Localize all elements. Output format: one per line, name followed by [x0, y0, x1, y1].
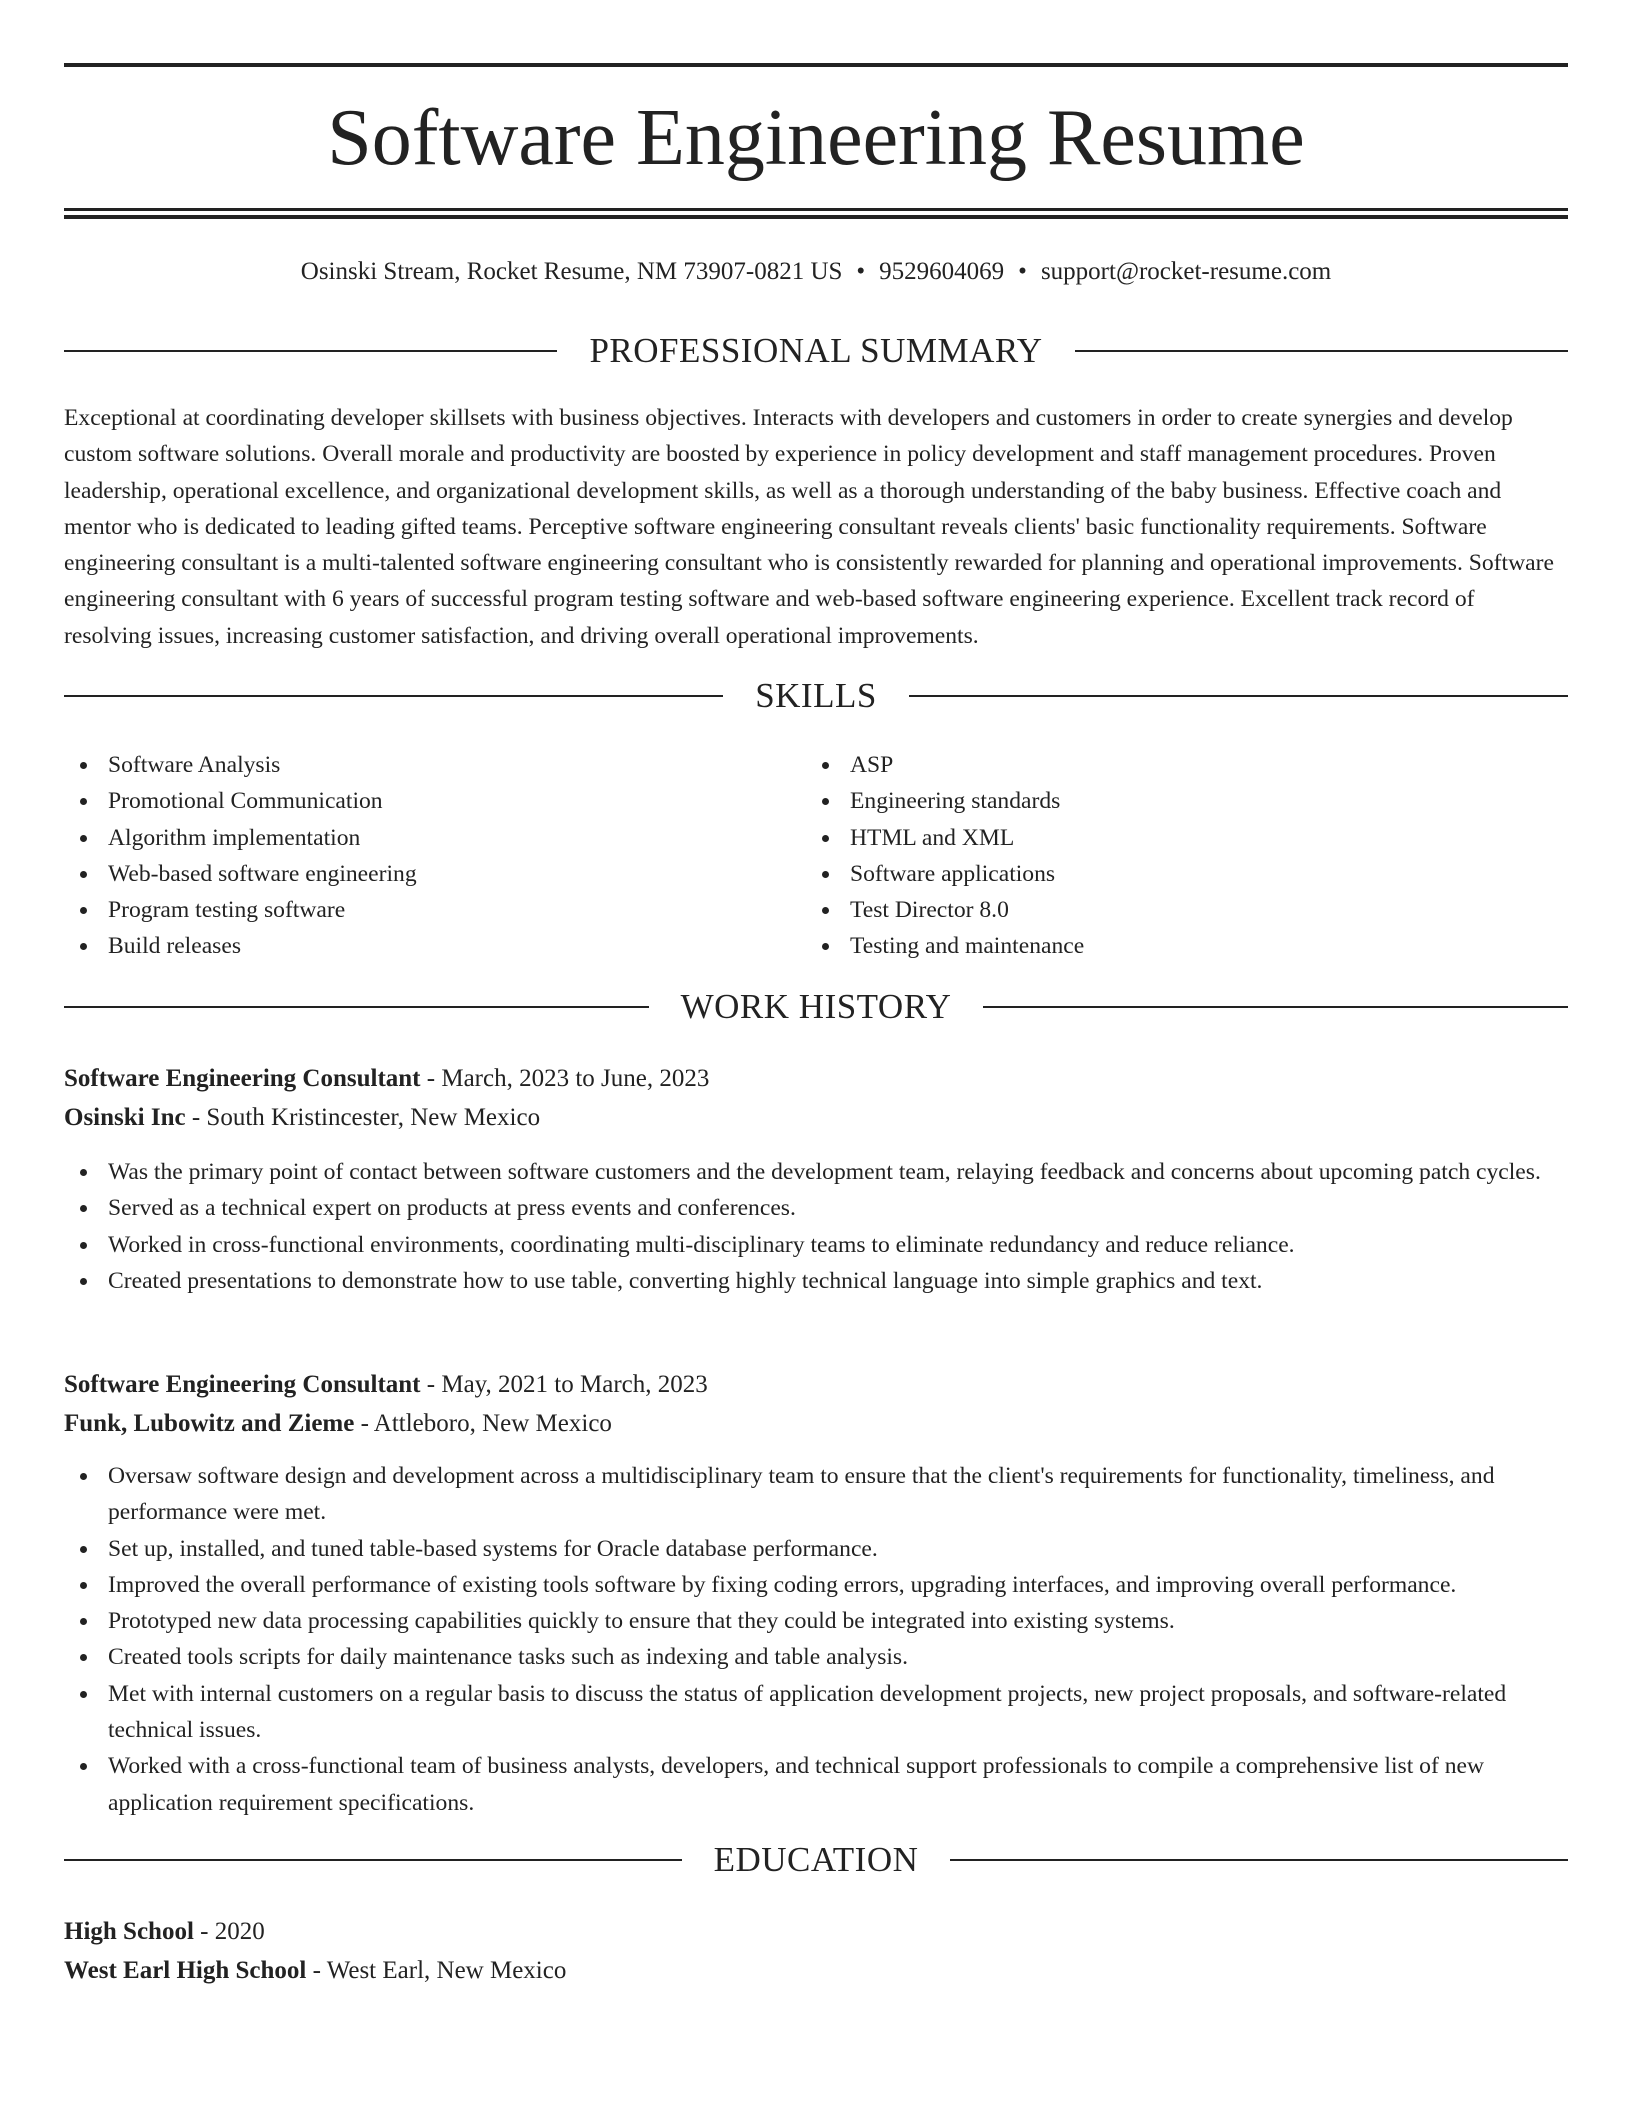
resume-title: Software Engineering Resume: [327, 94, 1305, 182]
section-heading-education: [64, 1838, 1568, 1882]
heading-rule: [909, 695, 1568, 697]
job-title: Software Engineering Consultant: [64, 1371, 421, 1398]
skill-item: ASP: [806, 747, 1506, 783]
job-bullet: Was the primary point of contact between software customers and the development team, relaying feedback and concerns about upcoming patch cycles.: [64, 1154, 1568, 1190]
skill-item: Algorithm implementation: [64, 820, 764, 856]
section-title: SKILLS: [755, 676, 877, 715]
skill-item: Promotional Communication: [64, 783, 764, 819]
job-bullet: Set up, installed, and tuned table-based systems for Oracle database performance.: [64, 1531, 1568, 1567]
education-year: - 2020: [193, 1918, 265, 1945]
contact-email: support@rocket-resume.com: [1040, 258, 1332, 285]
education-school-line: [64, 1953, 1568, 1989]
section-title: WORK HISTORY: [680, 987, 952, 1026]
job-bullet: Created presentations to demonstrate how to use table, converting highly technical language into simple graphics and text.: [64, 1263, 1568, 1299]
skill-item: Web-based software engineering: [64, 856, 764, 892]
skill-item: Testing and maintenance: [806, 928, 1506, 964]
section-heading-work: [64, 985, 1568, 1029]
job-title: Software Engineering Consultant: [64, 1065, 421, 1092]
company-location: - Attleboro, New Mexico: [354, 1410, 612, 1437]
skill-item: Program testing software: [64, 892, 764, 928]
job-bullet: Worked in cross-functional environments, coordinating multi-disciplinary teams to eliminate redundancy and reduce reliance.: [64, 1227, 1568, 1263]
heading-rule: [950, 1859, 1568, 1861]
job-company-line: [64, 1100, 1568, 1136]
job-bullet: Met with internal customers on a regular basis to discuss the status of application development projects, new project proposals, and software-related technical issues.: [64, 1676, 1568, 1749]
heading-rule: [983, 1006, 1568, 1008]
skills-list-left: [64, 747, 764, 965]
skill-item: HTML and XML: [806, 820, 1506, 856]
section-heading-skills: [64, 674, 1568, 718]
job-bullet: Worked with a cross-functional team of business analysts, developers, and technical support professionals to compile a comprehensive list of new application requirement specifications.: [64, 1748, 1568, 1821]
heading-rule: [64, 1859, 682, 1861]
skill-item: Software Analysis: [64, 747, 764, 783]
job-bullet: Improved the overall performance of existing tools software by fixing coding errors, upgrading interfaces, and improving overall performance.: [64, 1567, 1568, 1603]
job-bullet: Oversaw software design and development across a multidisciplinary team to ensure that the client's requirements for functionality, timeliness, and performance were met.: [64, 1458, 1568, 1531]
job-dates: - May, 2021 to March, 2023: [420, 1371, 708, 1398]
skill-item: Build releases: [64, 928, 764, 964]
title-rule-lower: [64, 215, 1568, 219]
contact-separator: •: [1018, 258, 1027, 285]
company-location: - South Kristincester, New Mexico: [185, 1104, 541, 1131]
job-bullets: [64, 1154, 1568, 1299]
skill-item: Engineering standards: [806, 783, 1506, 819]
title-rule-upper: [64, 208, 1568, 211]
contact-phone: 9529604069: [879, 258, 1005, 285]
skill-item: Test Director 8.0: [806, 892, 1506, 928]
school-location: - West Earl, New Mexico: [306, 1957, 567, 1984]
heading-rule: [64, 350, 557, 352]
job-dates: - March, 2023 to June, 2023: [420, 1065, 710, 1092]
job-bullet: Prototyped new data processing capabilities quickly to ensure that they could be integrated into existing systems.: [64, 1603, 1568, 1639]
education-heading: [64, 1914, 1568, 1950]
section-title: PROFESSIONAL SUMMARY: [589, 331, 1043, 370]
company-name: Osinski Inc: [64, 1104, 186, 1131]
job-bullet: Created tools scripts for daily maintenance tasks such as indexing and table analysis.: [64, 1639, 1568, 1675]
skills-list-right: [806, 747, 1506, 965]
skill-item: Software applications: [806, 856, 1506, 892]
job-heading: [64, 1061, 1568, 1097]
section-heading-summary: [64, 329, 1568, 373]
contact-address: Osinski Stream, Rocket Resume, NM 73907-0821 US: [300, 258, 843, 285]
top-rule: [64, 63, 1568, 67]
job-company-line: [64, 1406, 1568, 1442]
heading-rule: [64, 1006, 649, 1008]
job-bullet: Served as a technical expert on products at press events and conferences.: [64, 1190, 1568, 1226]
school-name: West Earl High School: [64, 1957, 307, 1984]
education-degree: High School: [64, 1918, 194, 1945]
company-name: Funk, Lubowitz and Zieme: [64, 1410, 355, 1437]
contact-separator: •: [856, 258, 866, 285]
heading-rule: [64, 695, 723, 697]
section-title: EDUCATION: [713, 1840, 919, 1879]
contact-line: [64, 254, 1568, 290]
summary-text: Exceptional at coordinating developer skillsets with business objectives. Interacts with developers and customers in order to create synergies and develop custom software solutions. Overall morale and productivity are boosted by experience in policy development and staff management procedures. Proven leadership, operational excellence, and organizational development skills, as well as a thorough understanding of the baby business. Effective coach and mentor who is dedicated to leading gifted teams. Perceptive software engineering consultant reveals clients' basic functionality requirements. Software engineering consultant is a multi-talented software engineering consultant who is consistently rewarded for planning and operational improvements. Software engineering consultant with 6 years of successful program testing software and web-based software engineering experience. Excellent track record of resolving issues, increasing customer satisfaction, and driving overall operational improvements.: [64, 405, 1554, 649]
job-bullets: [64, 1458, 1568, 1821]
heading-rule: [1075, 350, 1568, 352]
job-heading: [64, 1367, 1568, 1403]
